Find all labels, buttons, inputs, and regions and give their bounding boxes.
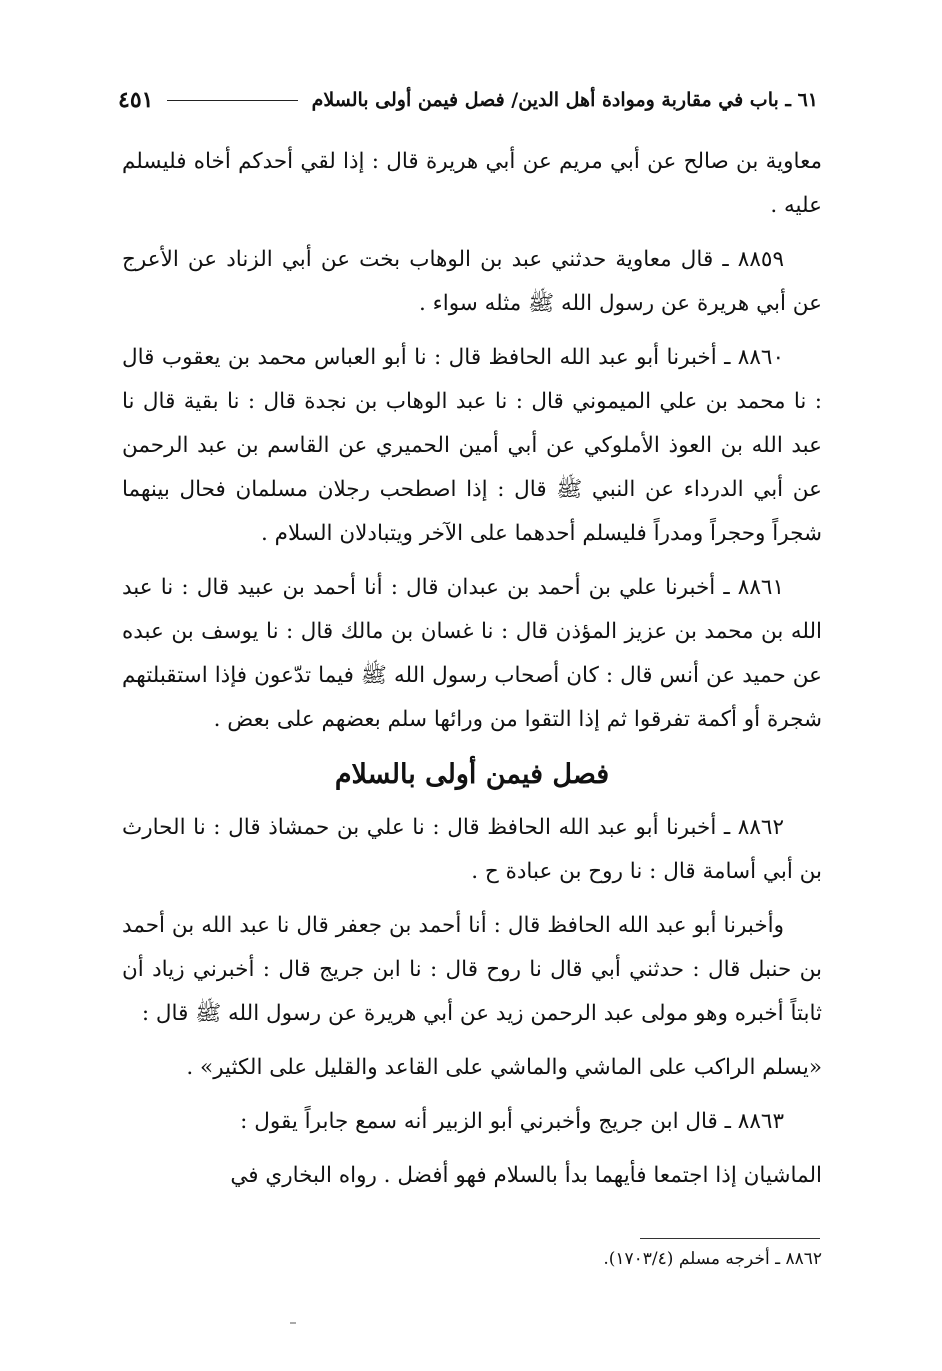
hadith-8863: ٨٨٦٣ ـ قال ابن جريج وأخبرني أبو الزبير أنه سمع جابراً يقول :: [240, 1109, 784, 1134]
paragraph: معاوية بن صالح عن أبي مريم عن أبي هريرة قال : إذا لقي أحدكم أخاه فليسلم عليه .: [122, 149, 822, 218]
header-rule: [167, 100, 297, 101]
hadith-8862: ٨٨٦٢ ـ أخبرنا أبو عبد الله الحافظ قال : نا علي بن حمشاذ قال : نا الحارث بن أبي أسامة قال : نا روح بن عبادة ح .: [122, 815, 822, 884]
running-header: [118, 82, 818, 118]
paragraph: وأخبرنا أبو عبد الله الحافظ قال : أنا أحمد بن جعفر قال نا عبد الله بن أحمد بن حنبل قال : حدثني أبي قال نا روح قال : نا ابن جريج قال : أخبرني زياد أن ثابتاً أخبره وهو مولى عبد الرحمن زيد عن أبي هريرة عن رسول الله ﷺ قال :: [122, 913, 822, 1026]
hadith-8859: ٨٨٥٩ ـ قال معاوية حدثني عبد بن الوهاب بخت عن أبي الزناد عن الأعرج عن أبي هريرة عن رسول الله ﷺ مثله سواء .: [122, 247, 822, 316]
header-title: ٦١ ـ باب في مقاربة وموادة أهل الدين/ فصل فيمن أولى بالسلام: [311, 89, 818, 111]
section-title: فصل فيمن أولى بالسلام: [334, 759, 610, 790]
main-text: [122, 140, 822, 1208]
page-number: ٤٥١: [118, 87, 154, 113]
hadith-8860: ٨٨٦٠ ـ أخبرنا أبو عبد الله الحافظ قال : نا أبو العباس محمد بن يعقوب قال : نا محمد بن علي الميموني قال : نا عبد الوهاب بن نجدة قال : نا بقية قال نا عبد الله بن العوذ الأملوكي عن أبي أمين الحميري عن القاسم بن عبد الرحمن عن أبي الدرداء عن النبي ﷺ قال : إذا اصطحب رجلان مسلمان فحال بينهما شجراً وحجراً ومدراً فليسلم أحدهما على الآخر ويتبادلان السلام .: [122, 345, 822, 546]
footnote-rule: [640, 1238, 820, 1239]
hadith-8861: ٨٨٦١ ـ أخبرنا علي بن أحمد بن عبدان قال : أنا أحمد بن عبيد قال : نا عبد الله بن محمد بن عزيز المؤذن قال : نا غسان بن مالك قال : نا يوسف بن عبده عن حميد عن أنس قال : كان أصحاب رسول الله ﷺ فيما تدّعون فإذا استقبلتهم شجرة أو أكمة تفرقوا ثم إذا التقوا من ورائها سلم بعضهم على بعض .: [122, 575, 822, 732]
paragraph: الماشيان إذا اجتمعا فأيهما بدأ بالسلام فهو أفضل . رواه البخاري في: [230, 1163, 822, 1188]
scan-mark: [290, 1322, 296, 1324]
footnote: ٨٨٦٢ ـ أخرجه مسلم (١٧٠٣/٤).: [603, 1249, 822, 1269]
quoted-hadith: «يسلم الراكب على الماشي والماشي على القاعد والقليل على الكثير» .: [186, 1055, 822, 1080]
